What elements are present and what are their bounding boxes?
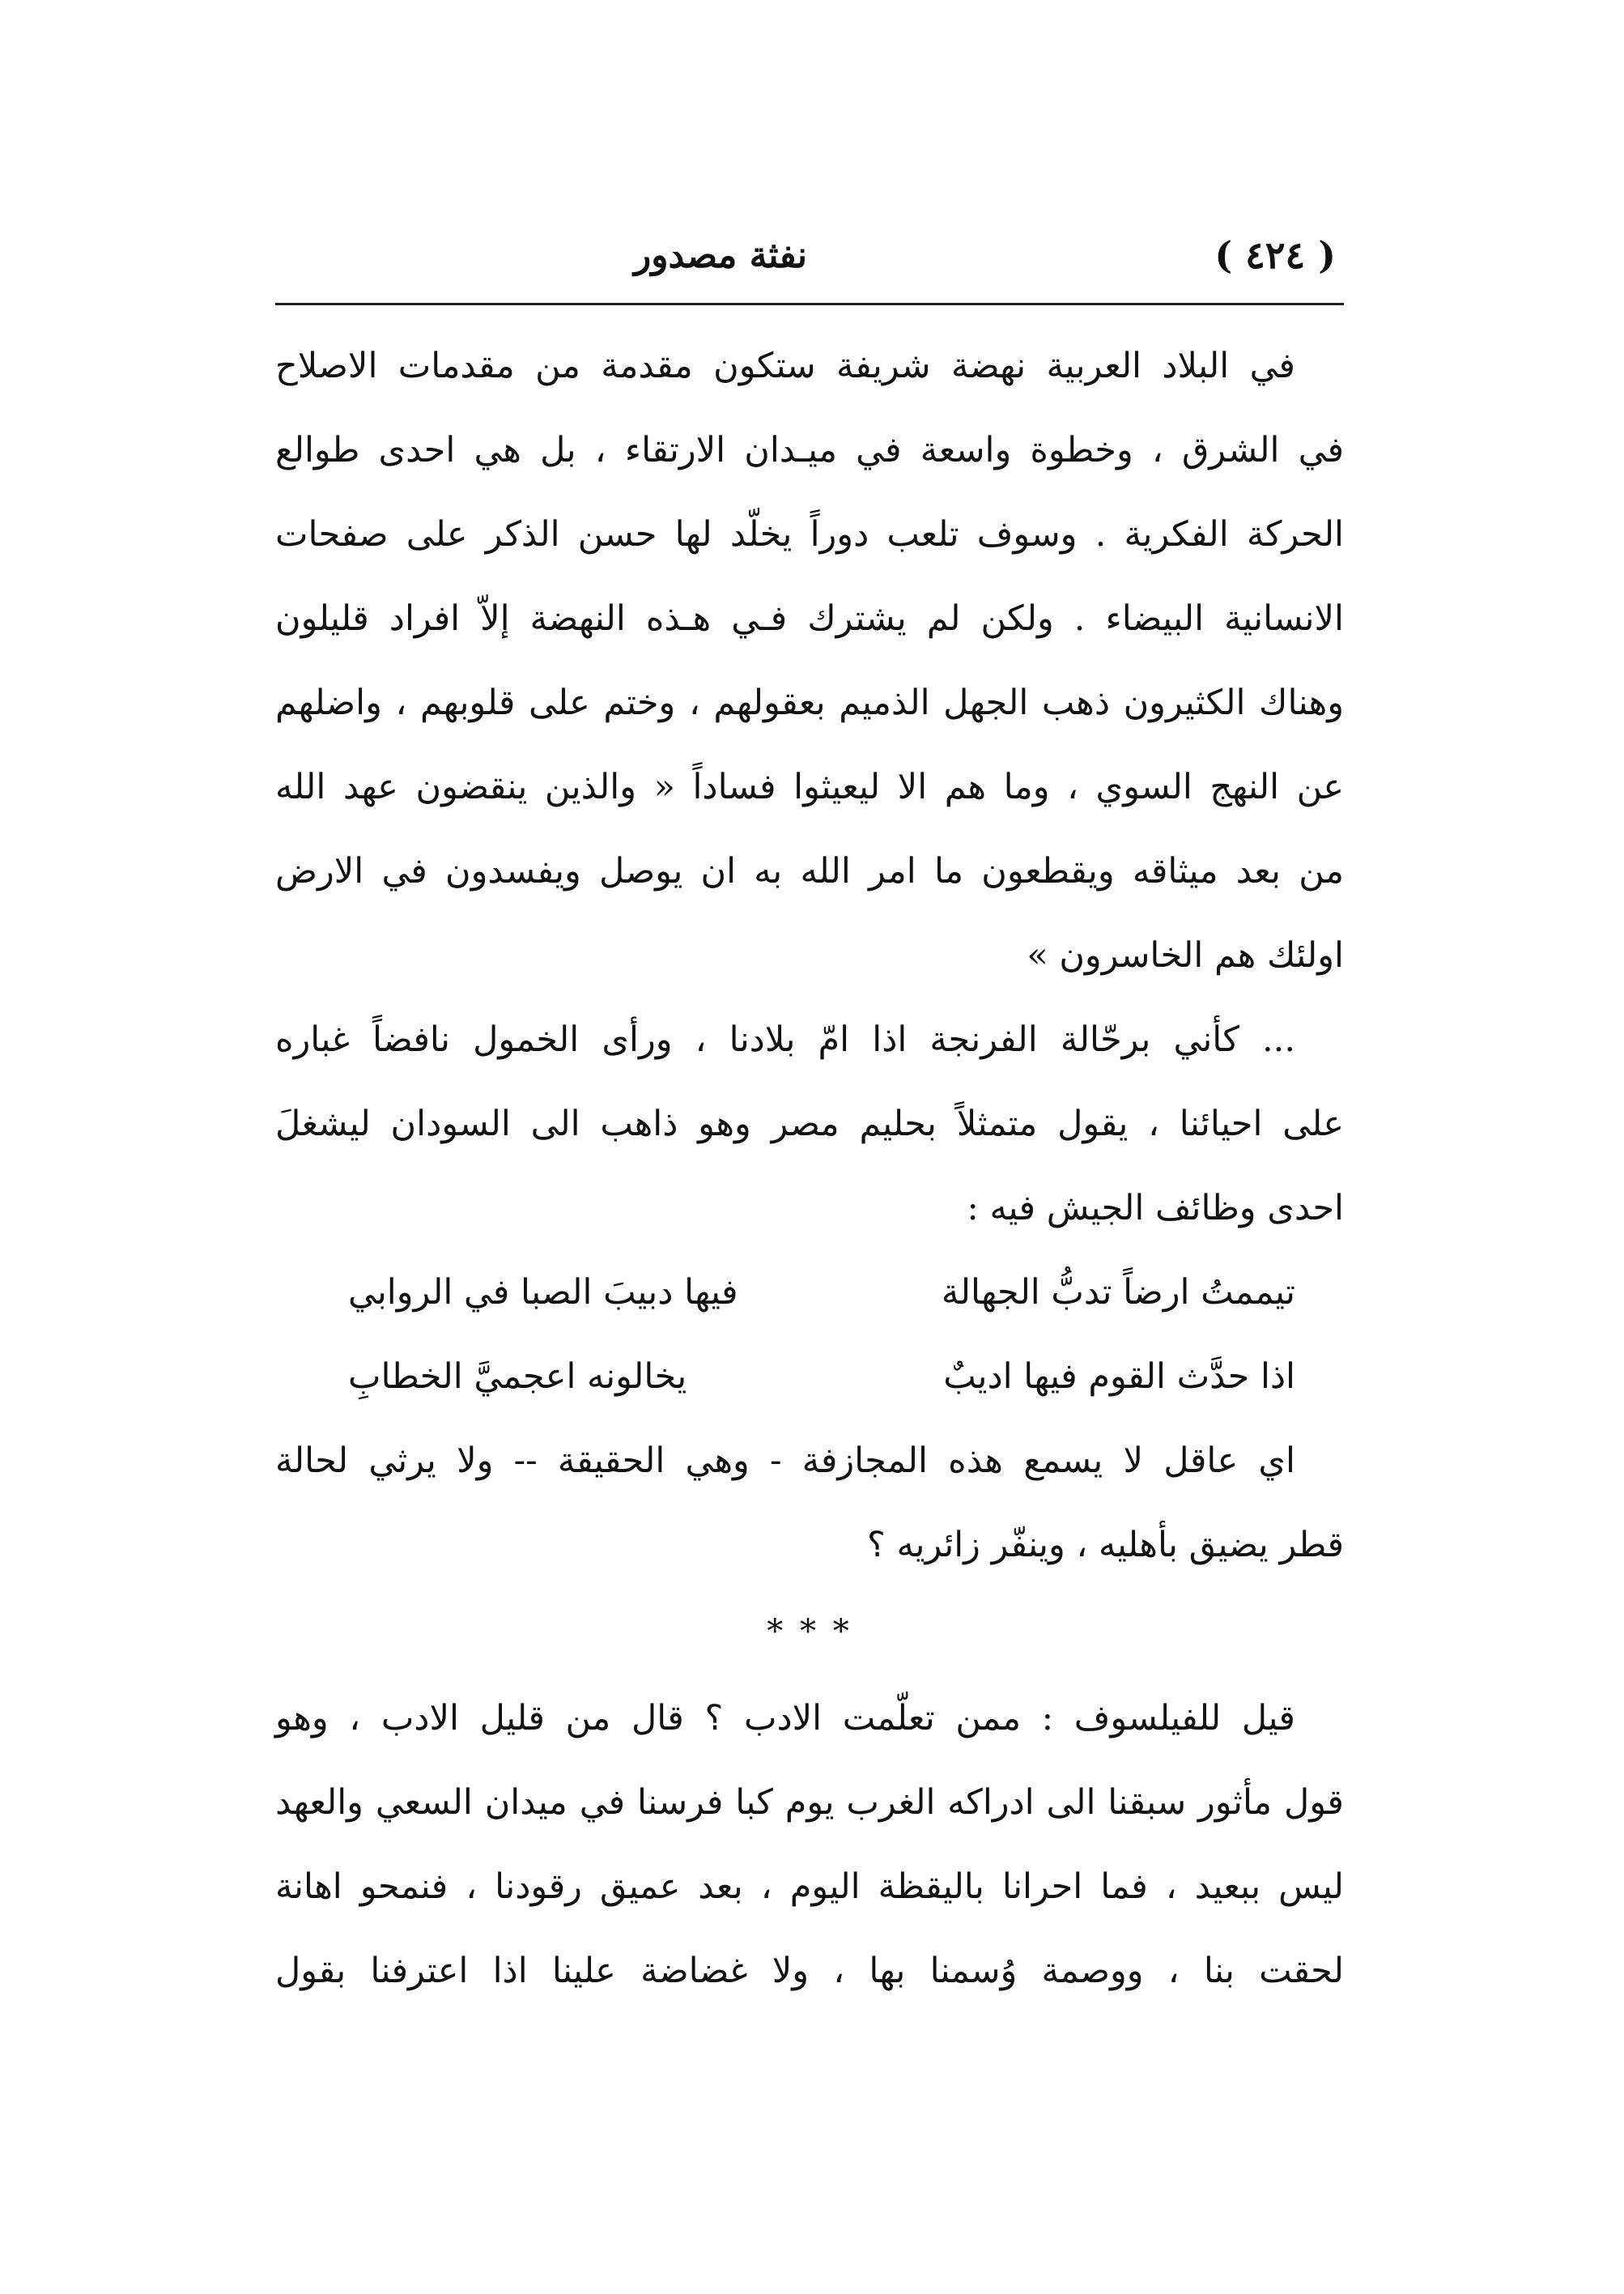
text-line: في الشرق ، وخطوة واسعة في ميـدان الارتقاء ، بل هي احدى طوالع (275, 430, 1344, 470)
book-page (275, 219, 1344, 1991)
text-line: ليس ببعيد ، فما احرانا باليقظة اليوم ، بعد عميق رقودنا ، فنمحو اهانة (275, 1866, 1344, 1907)
text-line: ... كأني برحّالة الفرنجة اذا امّ بلادنا ، ورأى الخمول نافضاً غباره (275, 1019, 1295, 1060)
running-title: نفثة مصدور (633, 235, 807, 276)
section-asterism: * * * (767, 1613, 852, 1650)
verse-first-hemistich: تيممتُ ارضاً تدبُّ الجهالة (941, 1272, 1295, 1313)
poem-verse (275, 1250, 1344, 1334)
text-line: على احيائنا ، يقول متمثلاً بحليم مصر وهو ذاهب الى السودان ليشغلَ (275, 1104, 1344, 1144)
text-line: قول مأثور سبقنا الى ادراكه الغرب يوم كبا فرسنا في ميدان السعي والعهد (275, 1782, 1344, 1823)
text-line: عن النهج السوي ، وما هم الا ليعيثوا فساداً « والذين ينقضون عهد الله (275, 767, 1344, 807)
poem-verse (275, 1334, 1344, 1419)
verse-second-hemistich: فيها دبيبَ الصبا في الروابي (348, 1272, 738, 1313)
text-line: احدى وظائف الجيش فيه : (967, 1188, 1344, 1228)
text-line: من بعد ميثاقه ويقطعون ما امر الله به ان يوصل ويفسدون في الارض (275, 851, 1344, 892)
text-line: لحقت بنا ، ووصمة وُسمنا بها ، ولا غضاضة علينا اذا اعترفنا بقول (275, 1951, 1344, 1991)
text-line: الانسانية البيضاء . ولكن لم يشترك فـي هـذه النهضة إلاّ افراد قليلون (275, 598, 1344, 639)
text-line: اولئك هم الخاسرون » (1027, 935, 1344, 976)
body-text (275, 324, 1344, 2013)
text-line: قطر يضيق بأهليه ، وينفّر زائريه ؟ (867, 1525, 1344, 1565)
text-line: وهناك الكثيرون ذهب الجهل الذميم بعقولهم ، وختم على قلوبهم ، واضلهم (275, 683, 1344, 723)
text-line: قيل للفيلسوف : ممن تعلّمت الادب ؟ قال من قليل الادب ، وهو (275, 1698, 1295, 1739)
verse-first-hemistich: اذا حدَّث القوم فيها اديبٌ (943, 1356, 1295, 1397)
text-line: الحركة الفكرية . وسوف تلعب دوراً يخلّد لها حسن الذكر على صفحات (275, 514, 1344, 555)
header-rule (275, 303, 1344, 305)
verse-second-hemistich: يخالونه اعجميَّ الخطابِ (348, 1356, 687, 1397)
text-line: في البلاد العربية نهضة شريفة ستكون مقدمة من مقدمات الاصلاح (275, 346, 1295, 386)
text-line: اي عاقل لا يسمع هذه المجازفة - وهي الحقيقة -- ولا يرثي لحالة (275, 1441, 1295, 1481)
page-number: ( ٤٢٤ ) (1214, 233, 1336, 277)
page-header (275, 219, 1344, 292)
